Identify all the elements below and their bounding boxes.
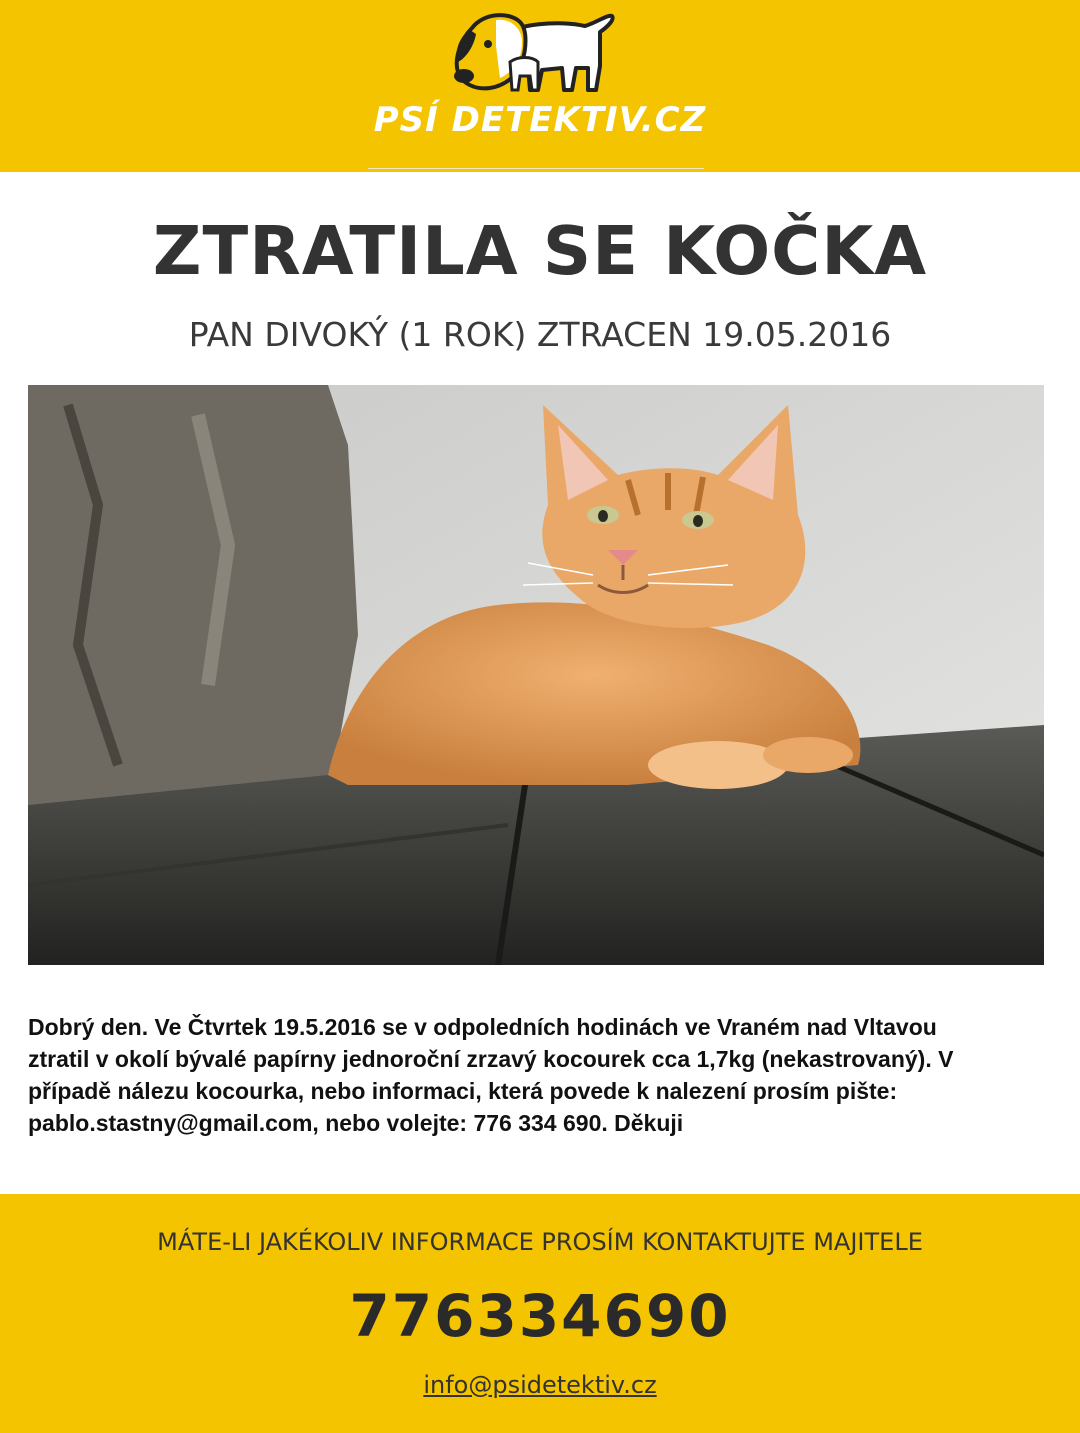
description-text [28,1011,1058,1139]
contact-note: MÁTE-LI JAKÉKOLIV INFORMACE PROSÍM KONTAKTUJTE MAJITELE [157,1228,923,1256]
footer-banner [0,1194,1080,1433]
description-line: ztratil v okolí bývalé papírny jednoroční zrzavý kocourek cca 1,7kg (nekastrovaný). V [28,1046,954,1072]
email-link[interactable]: info@psidetektiv.cz [423,1371,657,1399]
contact-email [0,1371,1080,1399]
header-banner [0,0,1080,172]
description-line: případě nálezu kocourka, nebo informaci, která povede k nalezení prosím pište: [28,1078,898,1104]
description-line: Dobrý den. Ve Čtvrtek 19.5.2016 se v odpoledních hodinách ve Vraném nad Vltavou [28,1014,937,1040]
description-line: pablo.stastny@gmail.com, nebo volejte: 776 334 690. Děkuji [28,1110,684,1136]
poster-subtitle: PAN DIVOKÝ (1 ROK) ZTRACEN 19.05.2016 [188,315,892,354]
brand-name: PSÍ DETEKTIV.CZ [373,100,707,140]
dog-logo-icon [440,6,620,98]
contact-phone: 776334690 [349,1282,731,1350]
orange-cat-photo [28,385,1044,965]
poster-title: ZTRATILA SE KOČKA [152,212,928,290]
header-divider [368,168,704,169]
